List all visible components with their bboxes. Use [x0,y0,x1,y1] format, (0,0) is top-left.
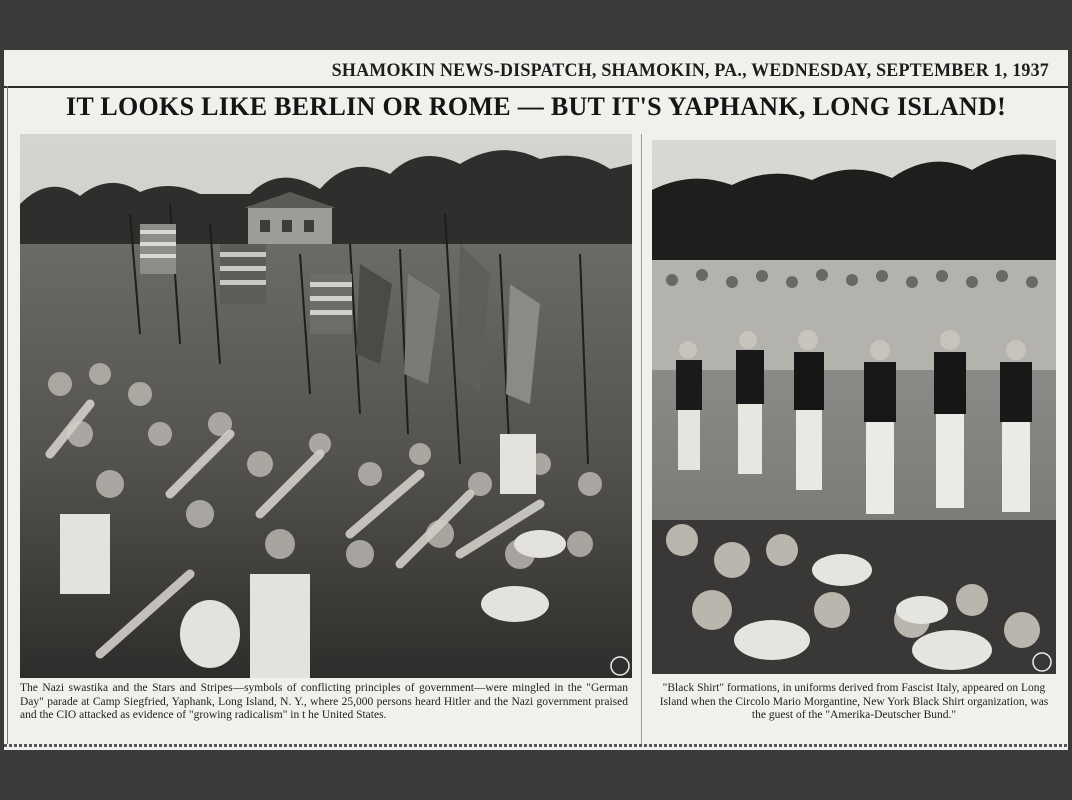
bottom-frame-bar [0,752,1072,800]
photo-black-shirts [652,140,1056,674]
headline: IT LOOKS LIKE BERLIN OR ROME — BUT IT'S YAPHANK, LONG ISLAND! [65,92,1007,121]
caption-nazi-parade: The Nazi swastika and the Stars and Stripes—symbols of conflicting principles of government—were mingled in the "German Day" parade at Camp Siegfried, Yaphank, Long Island, N. Y., where 25,000 persons heard Hitler and the Nazi government praised and the CIO attacked as evidence of "growing radicalism" in t he United States. [20,682,628,721]
bottom-rule [4,744,1068,747]
photo-nazi-parade [20,134,632,678]
newspaper-page [4,50,1068,750]
masthead-rule [4,86,1068,88]
masthead: SHAMOKIN NEWS-DISPATCH, SHAMOKIN, PA., WEDNESDAY, SEPTEMBER 1, 1937 [331,59,1049,81]
top-frame-bar [0,0,1072,48]
column-divider [641,134,642,744]
caption-black-shirts: "Black Shirt" formations, in uniforms derived from Fascist Italy, appeared on Long Island when the Circolo Mario Morgantine, New York Black Shirt organization, was the guest of the "Amerika-Deutscher Bund." [659,682,1049,721]
left-margin-rule [7,86,8,746]
